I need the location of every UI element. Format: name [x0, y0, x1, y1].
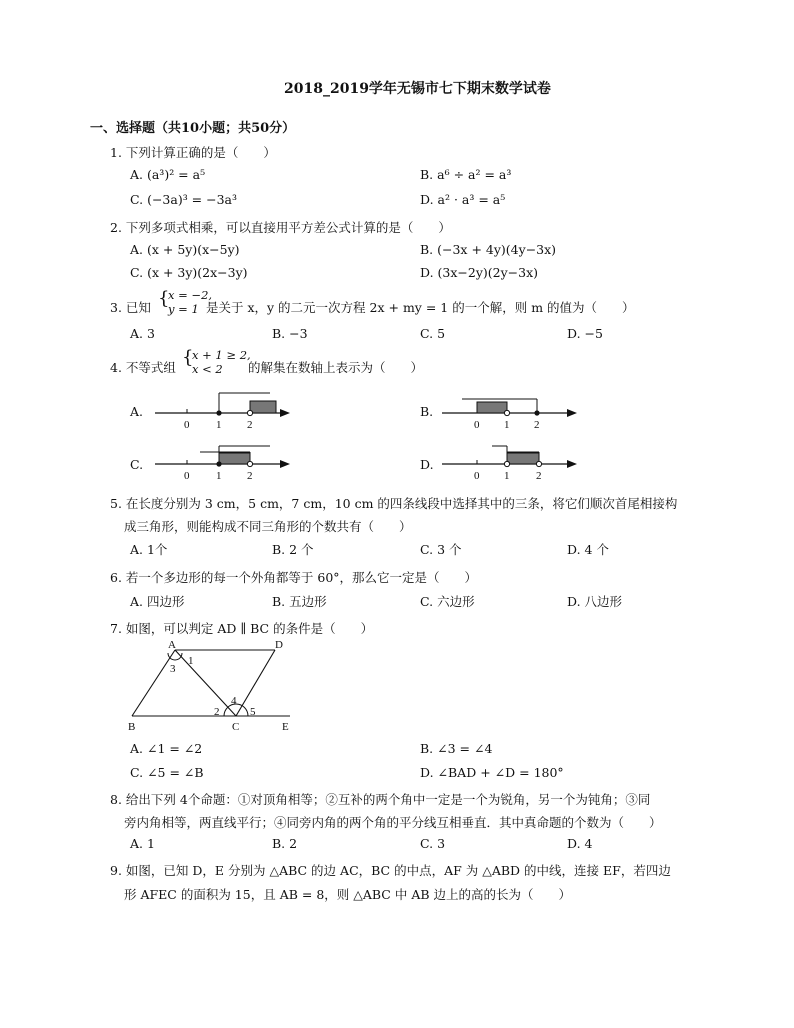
- question-6-option-d: D. 八边形: [567, 594, 623, 609]
- question-5-line-1: 5. 在长度分别为 3 cm，5 cm，7 cm，10 cm 的四条线段中选择其中的三条，将它们顺次首尾相接构: [110, 496, 678, 511]
- number-line-a: [150, 385, 300, 435]
- question-2-stem: 2. 下列多项式相乘，可以直接用平方差公式计算的是（ ）: [110, 220, 451, 235]
- question-9-line-1: 9. 如图，已知 D，E 分别为 △ABC 的边 AC，BC 的中点，AF 为 △ABD 的中线，连接 EF，若四边: [110, 863, 671, 878]
- question-8-line-1: 8. 给出下列 4个命题：①对顶角相等；②互补的两个角中一定是一个为锐角，另一个为钝角；③同: [110, 792, 651, 807]
- question-3-option-d: D. −5: [567, 326, 603, 341]
- question-3-system-eq2: y = 1: [168, 302, 199, 316]
- question-6-option-b: B. 五边形: [272, 594, 327, 609]
- question-1-option-a: A. (a³)² = a⁵: [130, 167, 206, 182]
- question-6-option-a: A. 四边形: [130, 594, 185, 609]
- question-4-system-eq1: x + 1 ≥ 2,: [192, 348, 251, 362]
- point-label-a: A: [168, 639, 176, 651]
- question-5-option-a: A. 1个: [130, 542, 168, 557]
- question-4-option-d: D.: [420, 457, 434, 472]
- tick-label: 0: [474, 419, 480, 431]
- number-line-d: [437, 438, 587, 488]
- tick-label: 1: [216, 470, 222, 482]
- system-brace: {: [182, 347, 194, 368]
- angle-label-2: 2: [214, 706, 220, 718]
- question-5-option-c: C. 3 个: [420, 542, 462, 557]
- question-7-stem: 7. 如图，可以判定 AD ∥ BC 的条件是（ ）: [110, 621, 374, 636]
- question-2-option-b: B. (−3x + 4y)(4y−3x): [420, 242, 557, 257]
- tick-label: 1: [216, 419, 222, 431]
- question-5-option-b: B. 2 个: [272, 542, 314, 557]
- tick-label: 2: [536, 470, 542, 482]
- question-7-option-b: B. ∠3 = ∠4: [420, 741, 493, 756]
- system-brace: {: [158, 288, 170, 309]
- question-2-option-a: A. (x + 5y)(x−5y): [130, 242, 240, 257]
- question-1-option-c: C. (−3a)³ = −3a³: [130, 192, 238, 207]
- question-1-option-b: B. a⁶ ÷ a² = a³: [420, 167, 512, 182]
- question-4-prefix: 4. 不等式组: [110, 360, 176, 375]
- question-2-option-d: D. (3x−2y)(2y−3x): [420, 265, 539, 280]
- question-9-line-2: 形 AFEC 的面积为 15，且 AB = 8，则 △ABC 中 AB 边上的高的长为（ ）: [124, 887, 572, 902]
- question-6-stem: 6. 若一个多边形的每一个外角都等于 60°，那么它一定是（ ）: [110, 570, 478, 585]
- question-5-line-2: 成三角形，则能构成不同三角形的个数共有（ ）: [124, 519, 412, 534]
- question-5-option-d: D. 4 个: [567, 542, 609, 557]
- point-label-e: E: [282, 721, 289, 733]
- question-4-option-b: B.: [420, 404, 434, 419]
- question-3-option-a: A. 3: [130, 326, 155, 341]
- tick-label: 1: [504, 470, 510, 482]
- question-7-option-a: A. ∠1 = ∠2: [130, 741, 203, 756]
- question-8-option-a: A. 1: [130, 836, 155, 851]
- section-heading: 一、选择题（共10小题；共50分）: [90, 121, 296, 136]
- question-3-suffix: 是关于 x，y 的二元一次方程 2x + my = 1 的一个解，则 m 的值为（ ）: [206, 300, 635, 315]
- question-3-option-b: B. −3: [272, 326, 308, 341]
- question-4-option-a: A.: [130, 404, 144, 419]
- question-8-option-b: B. 2: [272, 836, 298, 851]
- question-7-figure: [120, 638, 310, 736]
- angle-label-3: 3: [170, 663, 176, 675]
- question-7-option-d: D. ∠BAD + ∠D = 180°: [420, 765, 564, 780]
- question-8-option-d: D. 4: [567, 836, 593, 851]
- point-label-b: B: [128, 721, 136, 733]
- tick-label: 0: [474, 470, 480, 482]
- angle-label-4: 4: [231, 695, 237, 707]
- point-label-c: C: [232, 721, 240, 733]
- tick-label: 0: [184, 419, 190, 431]
- question-4-suffix: 的解集在数轴上表示为（ ）: [248, 360, 424, 375]
- number-line-b: [437, 385, 587, 435]
- question-4-system-eq2: x < 2: [192, 362, 223, 376]
- tick-label: 2: [247, 470, 253, 482]
- tick-label: 2: [534, 419, 540, 431]
- question-1-option-d: D. a² · a³ = a⁵: [420, 192, 506, 207]
- question-3-system-eq1: x = −2,: [168, 288, 213, 302]
- question-4-option-c: C.: [130, 457, 144, 472]
- page-title: 2018_2019学年无锡市七下期末数学试卷: [284, 81, 551, 97]
- question-8-option-c: C. 3: [420, 836, 446, 851]
- angle-label-5: 5: [250, 706, 256, 718]
- question-3-prefix: 3. 已知: [110, 300, 151, 315]
- question-8-line-2: 旁内角相等，两直线平行；④同旁内角的两个角的平分线互相垂直．其中真命题的个数为（ ）: [124, 815, 662, 830]
- tick-label: 0: [184, 470, 190, 482]
- angle-label-1: 1: [188, 655, 194, 667]
- point-label-d: D: [275, 639, 283, 651]
- tick-label: 1: [504, 419, 510, 431]
- question-2-option-c: C. (x + 3y)(2x−3y): [130, 265, 248, 280]
- question-6-option-c: C. 六边形: [420, 594, 475, 609]
- number-line-c: [150, 438, 300, 488]
- tick-label: 2: [247, 419, 253, 431]
- question-3-option-c: C. 5: [420, 326, 446, 341]
- question-1-stem: 1. 下列计算正确的是（ ）: [110, 145, 276, 160]
- question-7-option-c: C. ∠5 = ∠B: [130, 765, 204, 780]
